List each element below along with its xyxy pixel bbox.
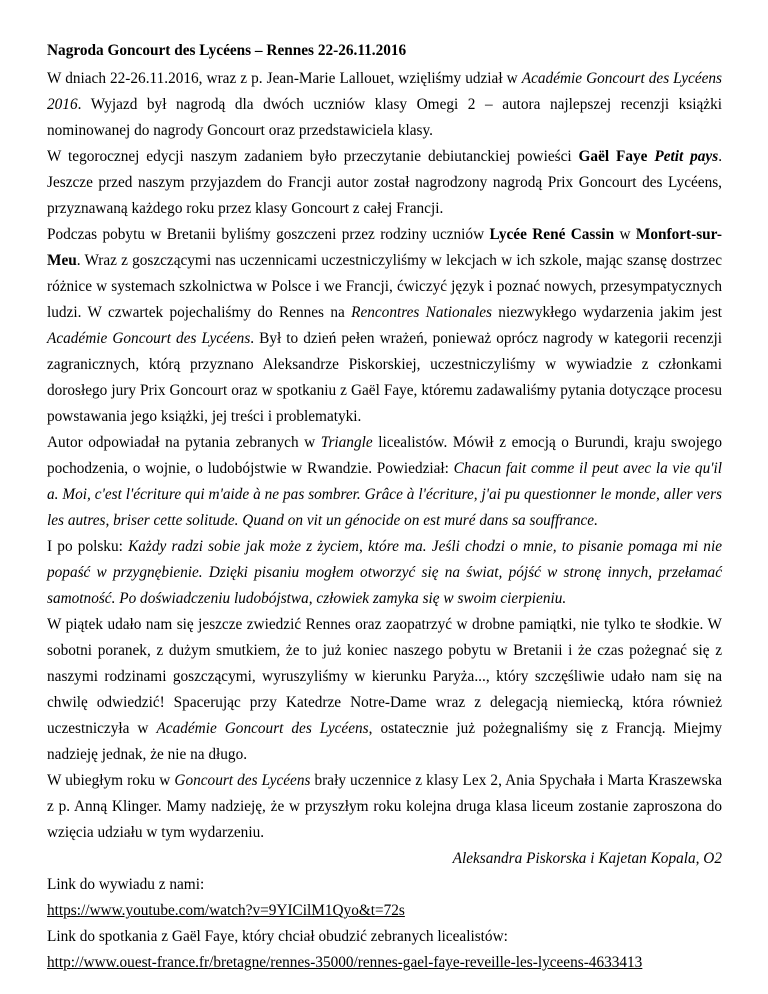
- school-name: Lycée René Cassin: [489, 226, 615, 243]
- book-title: Petit pays: [654, 148, 719, 165]
- paragraph-previous-year: W ubiegłym roku w Goncourt des Lycéens brały uczennice z klasy Lex 2, Ania Spychała i Marta Kraszewska z p. Anną Klinger. Mamy nadzieję, że w przyszłym roku kolejna druga klasa liceum zostanie zaproszona do wzięcia udziału w tym wydarzeniu.: [47, 772, 723, 841]
- link2-label: Link do spotkania z Gaël Faye, który chciał obudzić zebranych licealistów:: [47, 928, 508, 945]
- rencontres-name: Rencontres Nationales: [351, 304, 492, 321]
- document-page: [47, 38, 722, 976]
- event-name: Académie Goncourt des Lycéens: [156, 720, 369, 737]
- event-name: Académie Goncourt des Lycéens 2016: [47, 70, 722, 113]
- meeting-link[interactable]: http://www.ouest-france.fr/bretagne/rennes-35000/rennes-gael-faye-reveille-les-lyceens-4633413: [47, 954, 643, 971]
- paragraph-task: W tegorocznej edycji naszym zadaniem było przeczytanie debiutanckiej powieści Gaël Faye Petit pays. Jeszcze przed naszym przyjazdem do Francji autor został nagrodzony nagrodą Prix Goncourt des Lycéens, przyznawaną każdego roku przez klasy Goncourt z całej Francji.: [47, 148, 723, 217]
- quote-polish: Każdy radzi sobie jak może z życiem, które ma. Jeśli chodzi o mnie, to pisanie pomaga mi nie popaść w przygnębienie. Dzięki pisaniu mogłem otworzyć się na świat, pójść w stronę innych, przełamać samotność. Po doświadczeniu ludobójstwa, człowiek zamyka się w swoim cierpieniu.: [47, 538, 722, 607]
- interview-link[interactable]: https://www.youtube.com/watch?v=9YICilM1Qyo&t=72s: [47, 902, 405, 919]
- paragraph-intro: W dniach 22-26.11.2016, wraz z p. Jean-Marie Lallouet, wzięliśmy udział w Académie Goncourt des Lycéens 2016. Wyjazd był nagrodą dla dwóch uczniów klasy Omegi 2 – autora najlepszej recenzji książki nominowanej do nagrody Goncourt oraz przedstawiciela klasy.: [47, 70, 722, 139]
- event-name: Goncourt des Lycéens: [174, 772, 311, 789]
- signature: Aleksandra Piskorska i Kajetan Kopala, O2: [452, 850, 722, 867]
- paragraph-author: Autor odpowiadał na pytania zebranych w Triangle licealistów. Mówił z emocją o Burundi, kraju swojego pochodzenia, o wojnie, o ludobójstwie w Rwandzie. Powiedział: Chacun fait comme il peut avec la vie qu'il a. Moi, c'est l'écriture qui m'aide à ne pas sombrer. Grâce à l'écriture, j'ai pu questionner le monde, aller vers les autres, briser cette solitude. Quand on vit un génocide on est muré dans sa souffrance.: [47, 434, 722, 529]
- article-title: Nagroda Goncourt des Lycéens – Rennes 22-26.11.2016: [47, 42, 407, 59]
- event-name: Académie Goncourt des Lycéens: [47, 330, 251, 347]
- paragraph-translation: I po polsku: Każdy radzi sobie jak może z życiem, które ma. Jeśli chodzi o mnie, to pisanie pomaga mi nie popaść w przygnębienie. Dzięki pisaniu mogłem otworzyć się na świat, pójść w stronę innych, przełamać samotność. Po doświadczeniu ludobójstwa, człowiek zamyka się w swoim cierpieniu.: [47, 538, 722, 607]
- town-name: Monfort-sur-Meu: [47, 226, 722, 269]
- paragraph-stay: Podczas pobytu w Bretanii byliśmy goszczeni przez rodziny uczniów Lycée René Cassin w Monfort-sur-Meu. Wraz z goszczącymi nas uczennicami uczestniczyliśmy w lekcjach w ich szkole, mając szansę dostrzec różnice w systemach szkolnictwa w Polsce i we Francji, ćwiczyć język i poznać nowych, przesympatycznych ludzi. W czwartek pojechaliśmy do Rennes na Rencontres Nationales niezwykłego wydarzenia jakim jest Académie Goncourt des Lycéens. Był to dzień pełen wrażeń, ponieważ oprócz nagrody w kategorii recenzji zagranicznych, którą przyznano Aleksandrze Piskorskiej, uczestniczyliśmy w wywiadzie z członkami dorosłego jury Prix Goncourt oraz w spotkaniu z Gaël Faye, któremu zadawaliśmy pytania dotyczące procesu powstawania jego książki, jej treści i problematyki.: [47, 226, 723, 425]
- quote-french: Chacun fait comme il peut avec la vie qu'il a. Moi, c'est l'écriture qui m'aide à ne pas sombrer. Grâce à l'écriture, j'ai pu questionner le monde, aller vers les autres, briser cette solitude. Quand on vit un génocide on est muré dans sa souffrance.: [47, 460, 722, 529]
- author-name: Gaël Faye: [578, 148, 648, 165]
- link1-label: Link do wywiadu z nami:: [47, 876, 205, 893]
- venue-name: Triangle: [320, 434, 373, 451]
- paragraph-departure: W piątek udało nam się jeszcze zwiedzić Rennes oraz zaopatrzyć w drobne pamiątki, nie tylko te słodkie. W sobotni poranek, z dużym smutkiem, że to już koniec naszego pobytu w Bretanii i że czas pożegnać się z naszymi rodzinami goszczącymi, wyruszyliśmy w kierunku Paryża..., który szczęśliwie udało nam się na chwilę odwiedzić! Spacerując przy Katedrze Notre-Dame wraz z delegacją niemiecką, która również uczestniczyła w Académie Goncourt des Lycéens, ostatecznie już pożegnaliśmy się z Francją. Miejmy nadzieję jednak, że nie na długo.: [47, 616, 722, 763]
